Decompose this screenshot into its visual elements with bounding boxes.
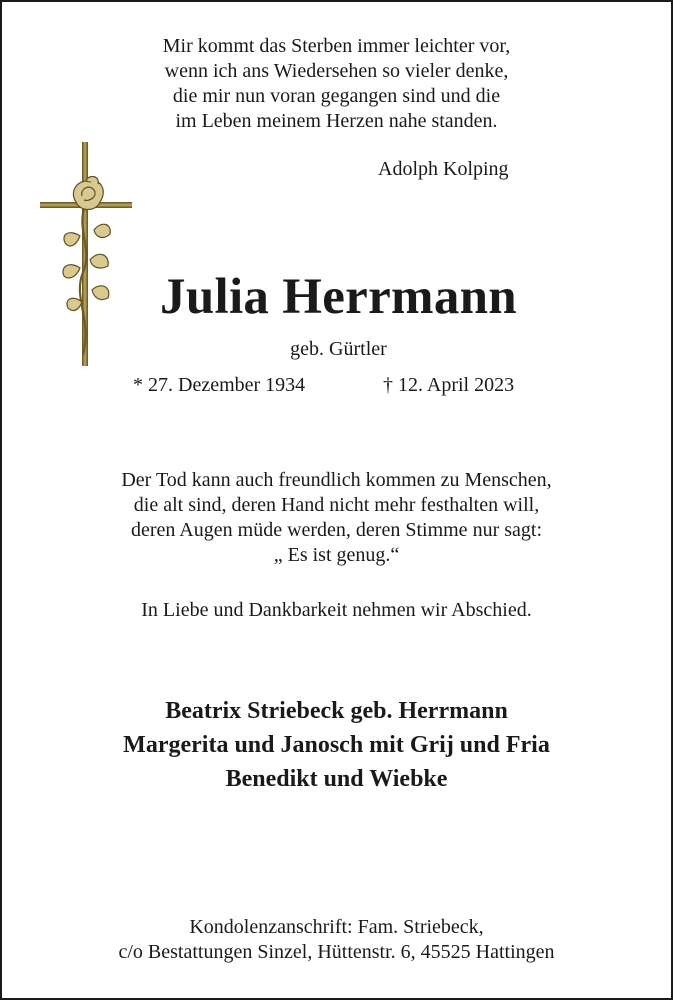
quote-line: Mir kommt das Sterben immer leichter vor, <box>162 35 511 57</box>
mourner-line: Margerita und Janosch mit Grij und Fria <box>123 732 550 758</box>
death-date: † 12. April 2023 <box>383 374 515 396</box>
poem-line: „ Es ist genug.“ <box>273 544 400 566</box>
mourner-line: Beatrix Striebeck geb. Herrmann <box>165 698 508 724</box>
opening-quote <box>2 34 671 134</box>
cross-with-rose-icon <box>38 140 134 368</box>
quote-line: die mir nun voran gegangen sind und die <box>172 85 501 107</box>
quote-author: Adolph Kolping <box>378 158 509 180</box>
quote-line: im Leben meinem Herzen nahe standen. <box>175 110 498 132</box>
poem-line: deren Augen müde werden, deren Stimme nur sagt: <box>131 519 542 541</box>
deceased-name: Julia Herrmann <box>160 269 517 325</box>
farewell-text: In Liebe und Dankbarkeit nehmen wir Abschied. <box>141 599 532 621</box>
quote-line: wenn ich ans Wiedersehen so vieler denke, <box>164 60 509 82</box>
condolence-address <box>2 915 671 965</box>
poem-line: Der Tod kann auch freundlich kommen zu Menschen, <box>121 469 552 491</box>
address-line: Kondolenzanschrift: Fam. Striebeck, <box>189 916 484 938</box>
birth-name: geb. Gürtler <box>290 338 387 360</box>
poem-line: die alt sind, deren Hand nicht mehr festhalten will, <box>133 494 540 516</box>
mourners-list <box>2 694 671 796</box>
poem <box>2 468 671 568</box>
birth-date: * 27. Dezember 1934 <box>133 374 306 396</box>
mourner-line: Benedikt und Wiebke <box>225 766 448 792</box>
address-line: c/o Bestattungen Sinzel, Hüttenstr. 6, 45525 Hattingen <box>118 941 555 963</box>
